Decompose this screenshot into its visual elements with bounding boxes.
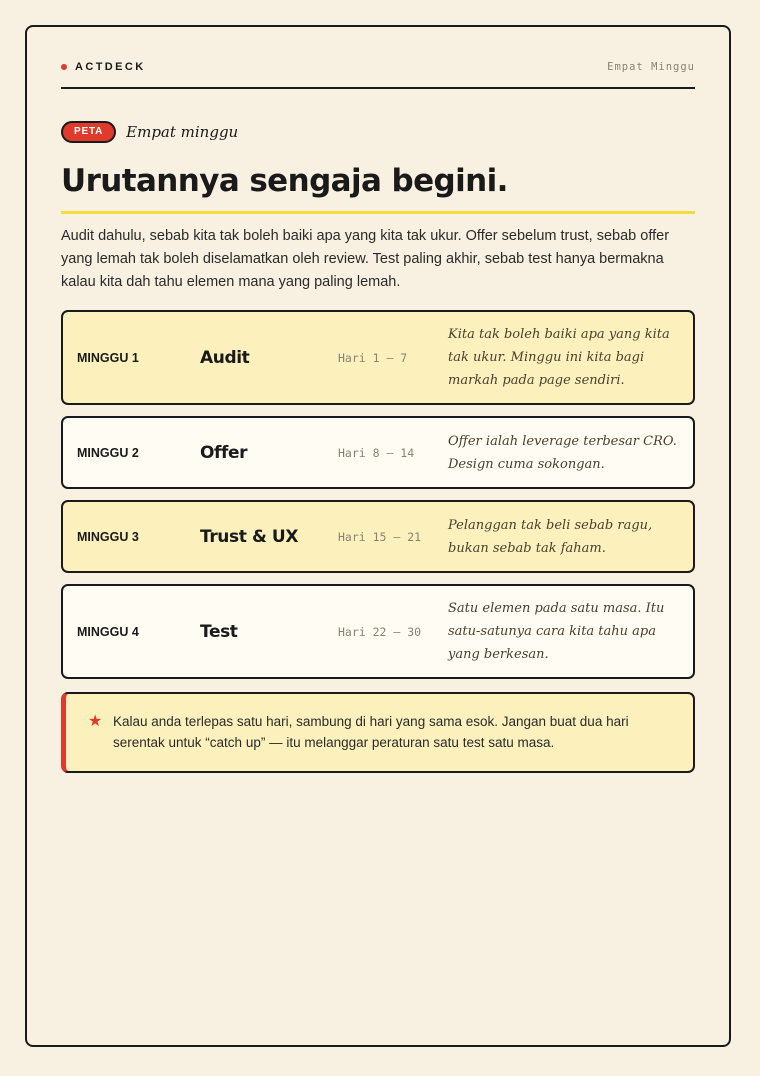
intro-paragraph: Audit dahulu, sebab kita tak boleh baiki apa yang kita tak ukur. Offer sebelum trust, sebab offer yang lemah tak boleh diselamatkan oleh review. Test paling akhir, sebab test hanya bermakna kalau kita dah tahu elemen mana yang paling lemah. [61, 228, 670, 290]
week-row [61, 584, 695, 679]
callout-note [61, 692, 695, 773]
callout-text: Kalau anda terlepas satu hari, sambung di hari yang sama esok. Jangan buat dua hari serentak untuk “catch up” — itu melanggar peraturan satu test satu masa. [113, 714, 629, 750]
brand-name: ACTDECK [75, 61, 146, 73]
week-name: Trust & UX [200, 526, 299, 547]
week-list [61, 310, 695, 690]
star-icon: ★ [88, 711, 103, 730]
kicker-text: Empat minggu [126, 123, 239, 141]
week-row [61, 416, 695, 489]
week-name: Test [200, 621, 238, 642]
week-days: Hari 15 — 21 [338, 529, 422, 544]
week-days: Hari 22 — 30 [338, 624, 422, 639]
brand [61, 61, 146, 73]
week-note: Kita tak boleh baiki apa yang kita tak ukur. Minggu ini kita bagi markah pada page sendiri. [448, 327, 670, 388]
week-name: Offer [200, 442, 248, 463]
section-pill: PETA [61, 121, 116, 143]
week-note: Offer ialah leverage terbesar CRO. Design cuma sokongan. [448, 433, 677, 472]
week-days: Hari 1 — 7 [338, 350, 408, 365]
week-row [61, 310, 695, 405]
header-section-label: Empat Minggu [607, 61, 695, 73]
brand-dot-icon [61, 64, 67, 70]
kicker [61, 121, 238, 143]
week-label: MINGGU 2 [77, 445, 139, 460]
week-note: Pelanggan tak beli sebab ragu, bukan sebab tak faham. [448, 517, 653, 556]
week-name: Audit [200, 347, 250, 368]
page-frame [25, 25, 731, 1047]
week-row [61, 500, 695, 573]
title-underline [61, 211, 695, 214]
week-days: Hari 8 — 14 [338, 445, 415, 460]
page-header [61, 61, 695, 89]
page-title: Urutannya sengaja begini. [61, 163, 508, 199]
week-label: MINGGU 4 [77, 624, 139, 639]
week-label: MINGGU 3 [77, 529, 139, 544]
week-label: MINGGU 1 [77, 350, 139, 365]
week-note: Satu elemen pada satu masa. Itu satu-satunya cara kita tahu apa yang berkesan. [448, 601, 665, 662]
